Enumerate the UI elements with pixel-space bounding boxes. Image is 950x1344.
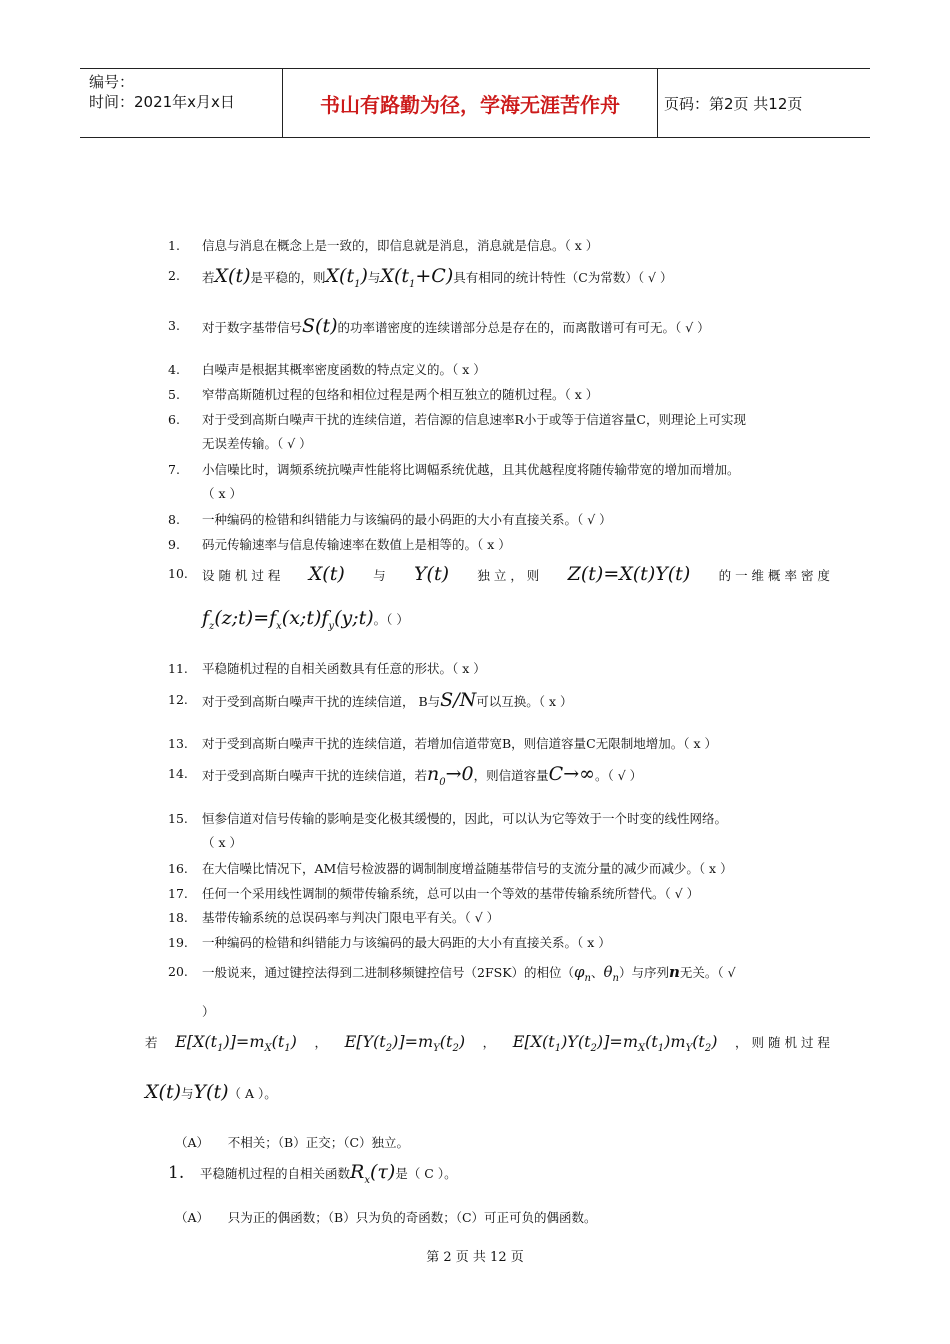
formula: Y(t) — [193, 1081, 229, 1103]
code-label: 编号： — [89, 73, 135, 91]
formula: Z(t)=X(t)Y(t) — [567, 563, 691, 585]
page-label: 页码：第2页 共12页 — [664, 94, 803, 113]
mc-question-1: 若 $E[X(t_1)]=m_X(t_1)$ ， $E[Y(t_2)]=m_Y(t_2)$ ， $E[X(t_1)Y(t_2)]=m_X(t_1)m_Y(t_2)$ ， 则 随 机 过 程 — [145, 1030, 830, 1061]
formula: $E[X(t_1)Y(t_2)]=m_X(t_1)m_Y(t_2)$ — [512, 1032, 718, 1055]
formula: X(t) — [145, 1081, 181, 1103]
formula: $R_x(\tau)$ — [350, 1161, 396, 1186]
page-footer: 第 2 页 共 12 页 — [426, 1250, 524, 1265]
formula: $E[Y(t_2)]=m_Y(t_2)$ — [344, 1032, 466, 1055]
mc-options-1: （A） 不相关；（B）正交；（C）独立。 — [175, 1135, 410, 1150]
formula: S(t) — [302, 315, 338, 337]
motto: 书山有路勤为径，学海无涯苦作舟 — [283, 69, 658, 137]
date-label: 时间：2021年x月x日 — [89, 93, 235, 111]
mc-question-2: 1. 平稳随机过程的自相关函数$R_x(\tau)$是（ C ）。 — [168, 1161, 457, 1186]
formula: C→∞ — [548, 763, 595, 785]
formula: n — [669, 963, 680, 981]
formula: $X(t_1)$ — [325, 265, 368, 290]
page-header — [80, 68, 870, 138]
list-item: 20. 一般说来，通过键控法得到二进制移频键控信号（2FSK）的相位（$\varphi_n$、$\theta_n$）与序列n无关。（ √ ） — [168, 963, 736, 1019]
formula: X(t) — [214, 265, 251, 287]
formula: $f_z(z;t)=f_x(x;t)f_y(y;t)$ — [202, 607, 374, 632]
list-item: 10. 设 随 机 过 程 X(t) 与 Y(t) 独 立 ， 则 Z(t)=X(t)Y(t) 的 一 维 概 率 密 度 $f_z(z;t)=f_x(x;t)f_y(y;t)$。（ ） — [168, 563, 830, 632]
formula: Y(t) — [414, 563, 450, 585]
formula: $E[X(t_1)]=m_X(t_1)$ — [175, 1032, 297, 1055]
formula: S/N — [440, 689, 477, 711]
header-info-cell — [80, 69, 283, 137]
formula: $\theta_n$ — [603, 963, 619, 984]
mc-options-2: （A） 只为正的偶函数；（B）只为负的奇函数；（C）可正可负的偶函数。 — [175, 1210, 597, 1225]
formula: $\varphi_n$ — [574, 963, 591, 984]
mc-question-1-cont: X(t)与Y(t)（ A ）。 — [145, 1081, 277, 1103]
formula: $n_0\to 0$ — [427, 763, 474, 788]
formula: $X(t_1+C)$ — [380, 265, 454, 290]
formula: X(t) — [308, 563, 345, 585]
